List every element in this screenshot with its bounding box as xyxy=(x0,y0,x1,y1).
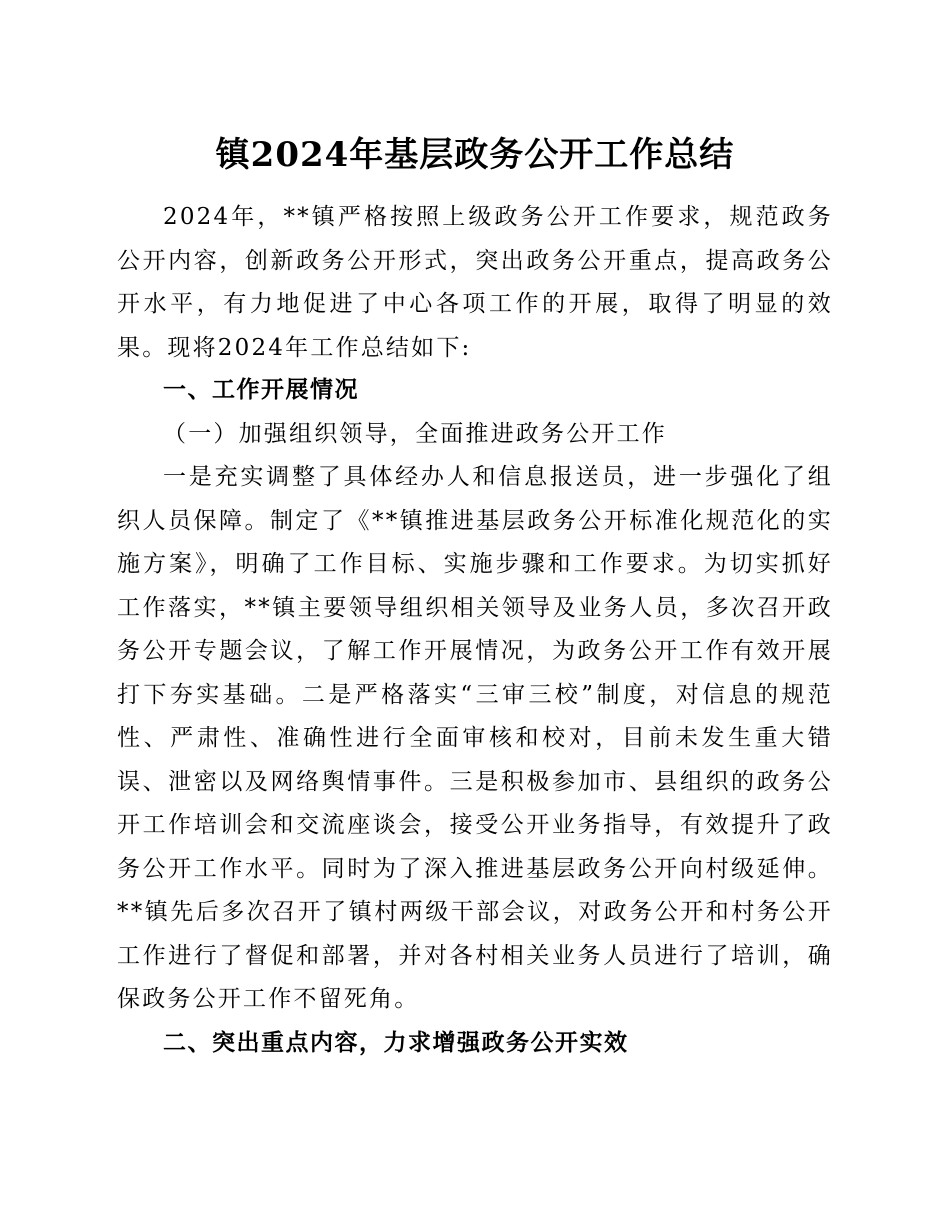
document-title: 镇2024年基层政务公开工作总结 xyxy=(215,135,735,175)
intro-paragraph: 2024年，**镇严格按照上级政务公开工作要求，规范政务公开内容，创新政务公开形式，突出政务公开重点，提高政务公开水平，有力地促进了中心各项工作的开展，取得了明显的效果。现将2024年工作总结如下: xyxy=(117,204,833,361)
subsection-1-paragraph: 一是充实调整了具体经办人和信息报送员，进一步强化了组织人员保障。制定了《**镇推进基层政务公开标准化规范化的实施方案》，明确了工作目标、实施步骤和工作要求。为切实抓好工作落实，**镇主要领导组织相关领导及业务人员，多次召开政务公开专题会议，了解工作开展情况，为政务公开工作有效开展打下夯实基础。二是严格落实“三审三校”制度，对信息的规范性、严肃性、准确性进行全面审核和校对，目前未发生重大错误、泄密以及网络舆情事件。三是积极参加市、县组织的政务公开工作培训会和交流座谈会，接受公开业务指导，有效提升了政务公开工作水平。同时为了深入推进基层政务公开向村级延伸。**镇先后多次召开了镇村两级干部会议，对政务公开和村务公开工作进行了督促和部署，并对各村相关业务人员进行了培训，确保政务公开工作不留死角。 xyxy=(117,464,833,1012)
section-2-heading: 二、突出重点内容，力求增强政务公开实效 xyxy=(163,1030,629,1056)
section-1-heading: 一、工作开展情况 xyxy=(163,377,359,403)
subsection-1-heading: （一）加强组织领导，全面推进政务公开工作 xyxy=(163,421,667,447)
